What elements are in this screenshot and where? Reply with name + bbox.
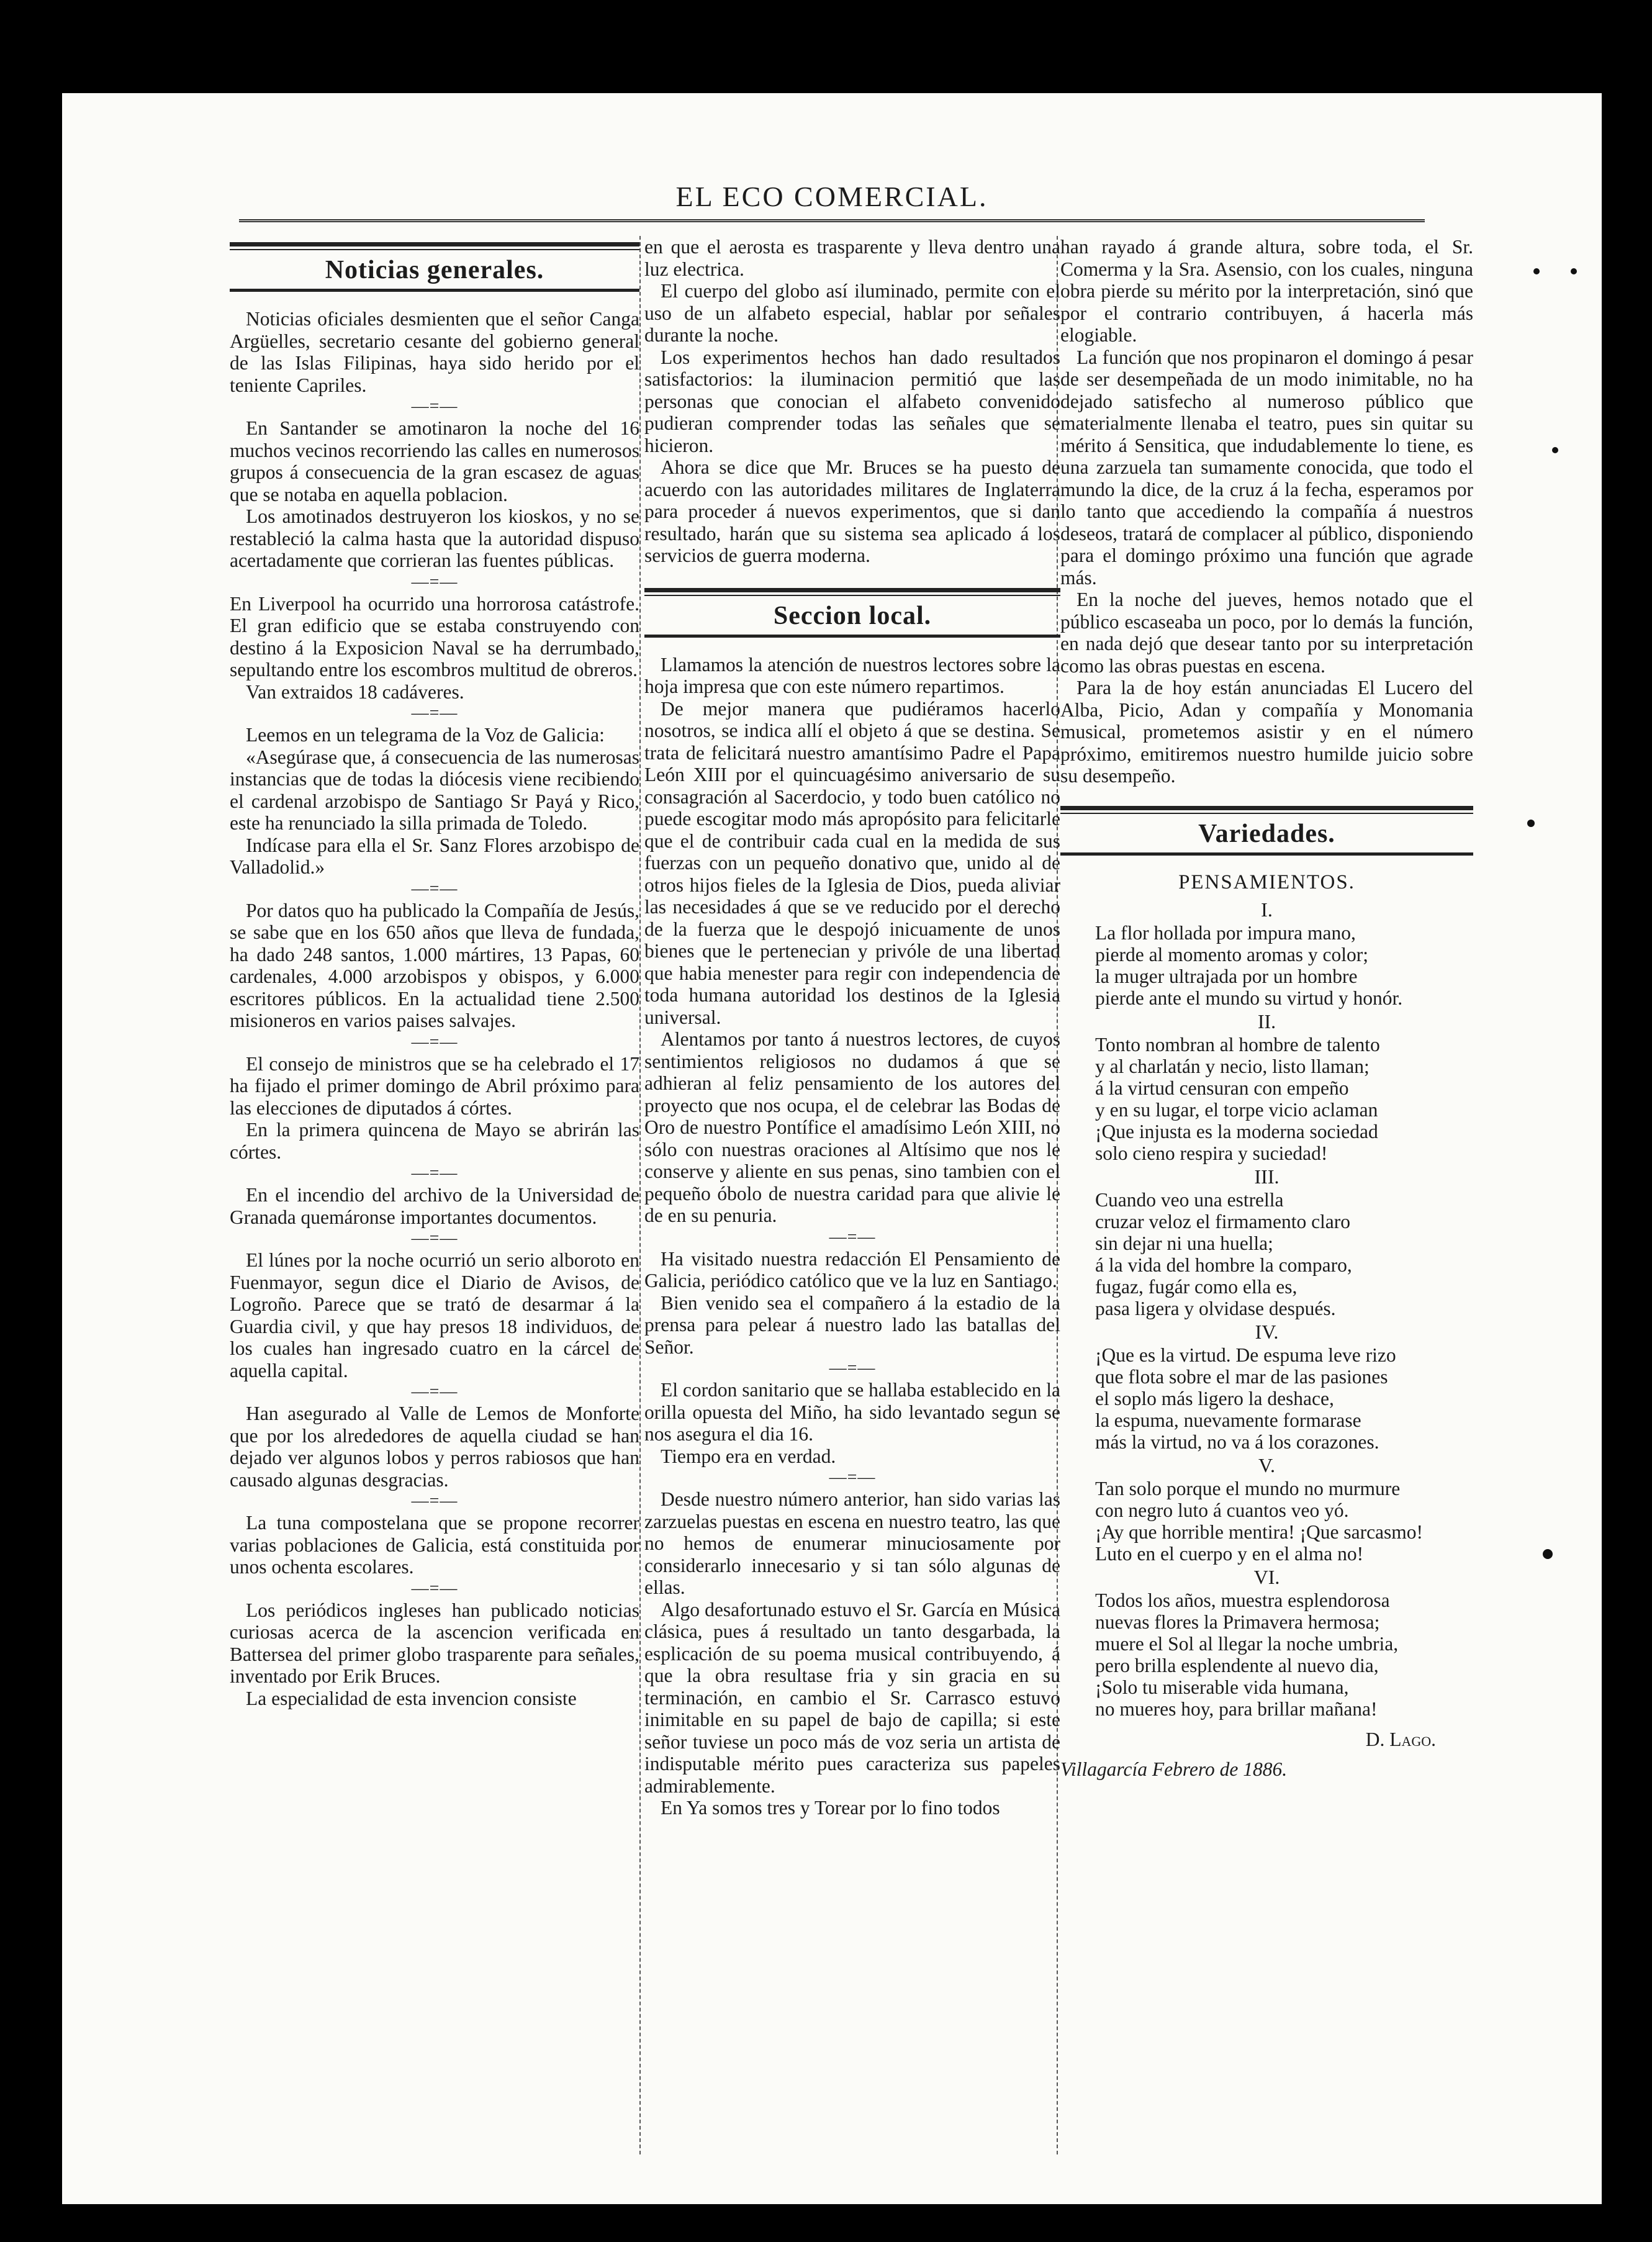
news-paragraph: Tiempo era en verdad. xyxy=(661,1445,836,1467)
separator: —=— xyxy=(411,572,458,592)
verse-line: Tan solo porque el mundo no murmure xyxy=(1095,1478,1401,1499)
separator: —=— xyxy=(411,397,458,416)
news-paragraph: han rayado á grande altura, sobre toda, el Sr. Comerma y la Sra. Asensio, con los cuales, ninguna obra pierde su mérito por la interpretación, sinó que por el contrario contribuyen, á hacerla más elogiable. xyxy=(1060,236,1473,346)
separator: —=— xyxy=(411,879,458,898)
verse-line: ¡Que injusta es la moderna sociedad xyxy=(1095,1121,1378,1142)
section-rule xyxy=(644,635,1060,638)
verse-line: solo cieno respira y suciedad! xyxy=(1095,1142,1328,1164)
scan-speck xyxy=(1543,1549,1553,1559)
verse-line: á la virtud censuran con empeño xyxy=(1095,1077,1349,1099)
verse-line: ¡Que es la virtud. De espuma leve rizo xyxy=(1095,1344,1396,1366)
stanza-number: I. xyxy=(1261,898,1273,921)
stanza-number: VI. xyxy=(1253,1566,1280,1588)
news-paragraph: En el incendio del archivo de la Universidad de Granada quemáronse importantes documentos. xyxy=(230,1184,639,1228)
news-paragraph: La tuna compostelana que se propone recorrer varias poblaciones de Galicia, está constituida por unos ochenta escolares. xyxy=(230,1512,639,1578)
verse-line: fugaz, fugár como ella es, xyxy=(1095,1276,1298,1298)
verse-line: Todos los años, muestra esplendorosa xyxy=(1095,1589,1390,1611)
news-paragraph: Alentamos por tanto á nuestros lectores, de cuyos sentimientos religiosos no dudamos á que se adhieran al feliz pensamiento de los autores del proyecto que nos ocupa, el de celebrar las Bodas de Oro de nuestro Pontífice el amadísimo León XIII, no sólo con nuestras oraciones al Altísimo que nos le conserve y aliente en sus penas, sino tambien con el pequeño óbolo de nuestra caridad para que alivie le de en su penuria. xyxy=(644,1028,1060,1226)
column-1 xyxy=(230,236,639,1709)
verse-line: pasa ligera y olvidase después. xyxy=(1095,1298,1336,1319)
scan-speck xyxy=(1552,447,1558,453)
separator: —=— xyxy=(829,1468,876,1487)
separator: —=— xyxy=(411,1229,458,1248)
news-paragraph: Algo desafortunado estuvo el Sr. García en Música clásica, pues á resultado un tanto desgarbada, la esplicación de su poema musical contribuyendo, á que la obra resultase fria y sin gracia en su terminación, en cambio el Sr. Carrasco estuvo inimitable en su papel de bajo de capilla; si este señor tuviese un poco más de voz seria un artista de indisputable mérito pues caracteriza sus papeles admirablemente. xyxy=(644,1598,1060,1797)
column-3 xyxy=(1060,236,1473,1780)
verse-line: cruzar veloz el firmamento claro xyxy=(1095,1211,1351,1232)
separator: —=— xyxy=(829,1227,876,1247)
column-divider xyxy=(639,236,641,2154)
verse-line: pierde al momento aromas y color; xyxy=(1095,944,1368,965)
verse-line: ¡Solo tu miserable vida humana, xyxy=(1095,1676,1349,1698)
masthead-rule xyxy=(239,219,1425,222)
verse-line: con negro luto á cuantos veo yó. xyxy=(1095,1499,1349,1521)
news-paragraph: Ha visitado nuestra redacción El Pensamiento de Galicia, periódico católico que ve la luz en Santiago. xyxy=(644,1247,1060,1291)
news-paragraph: Bien venido sea el compañero á la estadio de la prensa para pelear á nuestro lado las batallas del Señor. xyxy=(644,1291,1060,1358)
section-top-bar xyxy=(1060,806,1473,814)
verse-line: no mueres hoy, para brillar mañana! xyxy=(1095,1698,1378,1720)
news-paragraph: Noticias oficiales desmienten que el señor Canga Argüelles, secretario cesante del gobierno general de las Islas Filipinas, haya sido herido por el teniente Capriles. xyxy=(230,308,639,396)
stanza-number: IV. xyxy=(1255,1321,1279,1343)
verse-line: sin dejar ni una huella; xyxy=(1095,1232,1273,1254)
verse-line: pierde ante el mundo su virtud y honór. xyxy=(1095,987,1403,1009)
separator: —=— xyxy=(411,1578,458,1598)
separator: —=— xyxy=(411,1491,458,1511)
news-paragraph: Indícase para ella el Sr. Sanz Flores arzobispo de Valladolid.» xyxy=(230,834,639,878)
verse-line: y al charlatán y necio, listo llaman; xyxy=(1095,1055,1370,1077)
news-paragraph: En la noche del jueves, hemos notado que el público escaseaba un poco, por lo demás la función, en nada dejó que desear tanto por su interpretación como las obras puestas en escena. xyxy=(1060,589,1473,677)
section-rule xyxy=(1060,852,1473,856)
news-paragraph: En Santander se amotinaron la noche del 16 muchos vecinos recorriendo las calles en numerosos grupos á consecuencia de la gran escasez de aguas que se notaba en aquella poblacion. xyxy=(230,417,639,505)
section-top-bar xyxy=(644,588,1060,596)
news-paragraph: En la primera quincena de Mayo se abrirán las córtes. xyxy=(230,1119,639,1163)
section-top-bar xyxy=(230,242,639,250)
verse-line: la muger ultrajada por un hombre xyxy=(1095,965,1358,987)
scan-speck xyxy=(1527,820,1535,827)
verse-line: pero brilla esplendente al nuevo dia, xyxy=(1095,1655,1379,1676)
verse-line: á la vida del hombre la comparo, xyxy=(1095,1254,1352,1276)
masthead: EL ECO COMERCIAL. xyxy=(675,181,988,212)
signature: D. Lago. xyxy=(1365,1729,1436,1750)
news-paragraph: Para la de hoy están anunciadas El Lucero del Alba, Picio, Adan y compañía y Monomania musical, prometemos asistir y en el número próximo, emitiremos nuestro humilde juicio sobre su desempeño. xyxy=(1060,677,1473,787)
verse-line: muere el Sol al llegar la noche umbria, xyxy=(1095,1633,1399,1655)
news-paragraph: El consejo de ministros que se ha celebrado el 17 ha fijado el primer domingo de Abril próximo para las elecciones de diputados á córtes. xyxy=(230,1052,639,1119)
verse-line: La flor hollada por impura mano, xyxy=(1095,922,1356,944)
place-date: Villagarcía Febrero de 1886. xyxy=(1060,1758,1288,1780)
news-paragraph: Los experimentos hechos han dado resultados satisfactorios: la iluminacion permitió que las personas que conocian el alfabeto convenido pudieran comprender todas las señales que se hicieron. xyxy=(644,346,1060,456)
scan-speck xyxy=(1571,268,1577,274)
section-title: Seccion local. xyxy=(773,601,932,630)
verse-line: Luto en el cuerpo y en el alma no! xyxy=(1095,1543,1364,1565)
scan-speck xyxy=(1533,268,1540,274)
separator: —=— xyxy=(411,1164,458,1183)
news-paragraph: Leemos en un telegrama de la Voz de Galicia: xyxy=(246,724,605,746)
column-2 xyxy=(644,236,1060,1819)
news-paragraph: Han asegurado al Valle de Lemos de Monforte que por los alrededores de aquella ciudad se han dejado ver algunos lobos y perros rabiosos que han causado algunas desgracias. xyxy=(230,1403,639,1491)
stanza-number: III. xyxy=(1254,1165,1280,1188)
news-paragraph: Por datos quo ha publicado la Compañía de Jesús, se sabe que en los 650 años que lleva de fundada, ha dado 248 santos, 1.000 mártires, 13 Papas, 60 cardenales, 4.000 arzobispos y obispos, y 6.000 escritores públicos. En la actualidad tiene 2.500 misioneros en varios paises salvajes. xyxy=(230,899,639,1031)
news-paragraph: Llamamos la atención de nuestros lectores sobre la hoja impresa que con este número repartimos. xyxy=(644,653,1060,697)
verse-line: nuevas flores la Primavera hermosa; xyxy=(1095,1611,1380,1633)
news-paragraph: La función que nos propinaron el domingo á pesar de ser desempeñada de un modo inimitable, no ha dejado satisfecho al numeroso público que materialmente llenaba el teatro, pues sin quitar su mérito á Sensitica, que indudablemente lo tiene, es una zarzuela tan sumamente conocida, que todo el mundo la dice, de la cruz á la fecha, esperamos por lo tanto que accediendo la compañía á nuestros deseos, tratará de complacer al público, disponiendo para el domingo próximo una función que agrade más. xyxy=(1060,346,1473,589)
news-paragraph: Van extraidos 18 cadáveres. xyxy=(246,680,464,703)
news-paragraph: Desde nuestro número anterior, han sido varias las zarzuelas puestas en escena en nuestro teatro, las que no hemos de enumerar minuciosamente por considerarlo innecesario y si tan sólo algunas de ellas. xyxy=(644,1488,1060,1598)
section-title: Noticias generales. xyxy=(325,256,544,284)
verse-line: y en su lugar, el torpe vicio aclaman xyxy=(1095,1099,1378,1121)
stanza-number: V. xyxy=(1258,1454,1275,1476)
verse-line: Cuando veo una estrella xyxy=(1095,1189,1284,1211)
stanza-number: II. xyxy=(1257,1010,1276,1033)
verse-line: la espuma, nuevamente formarase xyxy=(1095,1409,1361,1431)
separator: —=— xyxy=(829,1358,876,1378)
verse-line: Tonto nombran al hombre de talento xyxy=(1095,1034,1380,1055)
verse-line: el soplo más ligero la deshace, xyxy=(1095,1388,1334,1409)
news-paragraph: El lúnes por la noche ocurrió un serio alboroto en Fuenmayor, segun dice el Diario de Avisos, de Logroño. Parece que se trató de desarmar á la Guardia civil, y que hay presos 18 individuos, de los cuales han ingresado cuatro en la cárcel de aquella capital. xyxy=(230,1249,639,1381)
newspaper-page xyxy=(62,93,1602,2204)
news-paragraph: El cordon sanitario que se hallaba establecido en la orilla opuesta del Miño, ha sido levantado segun se nos asegura el dia 16. xyxy=(644,1379,1060,1445)
news-paragraph: en que el aerosta es trasparente y lleva dentro una luz electrica. xyxy=(644,236,1060,280)
verse-line: que flota sobre el mar de las pasiones xyxy=(1095,1366,1388,1388)
separator: —=— xyxy=(411,703,458,723)
news-paragraph: Los amotinados destruyeron los kioskos, y no se restableció la calma hasta que la autoridad dispuso acertadamente que corrieran las fuentes públicas. xyxy=(230,505,639,571)
news-paragraph: La especialidad de esta invencion consiste xyxy=(246,1687,577,1709)
news-paragraph: Ahora se dice que Mr. Bruces se ha puesto de acuerdo con las autoridades militares de Inglaterra para proceder á nuevos experimentos, que si dan resultado, harán que su sistema sea aplicado á los servicios de guerra moderna. xyxy=(644,456,1060,566)
verse-line: ¡Ay que horrible mentira! ¡Que sarcasmo! xyxy=(1095,1521,1424,1543)
news-paragraph: «Asegúrase que, á consecuencia de las numerosas instancias que de todas la diócesis viene recibiendo el cardenal arzobispo de Santiago Sr Payá y Rico, este ha renunciado la silla primada de Toledo. xyxy=(230,746,639,834)
separator: —=— xyxy=(411,1382,458,1401)
section-rule xyxy=(230,289,639,292)
section-title: Variedades. xyxy=(1198,819,1335,848)
news-paragraph: En Ya somos tres y Torear por lo fino todos xyxy=(661,1797,1000,1819)
news-paragraph: El cuerpo del globo así iluminado, permite con el uso de un alfabeto especial, hablar por señales durante la noche. xyxy=(644,280,1060,346)
poem-title: PENSAMIENTOS. xyxy=(1178,870,1355,893)
news-paragraph: Los periódicos ingleses han publicado noticias curiosas acerca de la ascencion verificada en Battersea del primer globo trasparente para señales, inventado por Erik Bruces. xyxy=(230,1599,639,1687)
news-paragraph: En Liverpool ha ocurrido una horrorosa catástrofe. El gran edificio que se estaba construyendo con destino á la Exposicion Naval se ha derrumbado, sepultando entre los escombros multitud de obreros. xyxy=(230,592,639,680)
separator: —=— xyxy=(411,1032,458,1052)
verse-line: más la virtud, no va á los corazones. xyxy=(1095,1431,1379,1453)
news-paragraph: De mejor manera que pudiéramos hacerlo nosotros, se indica allí el objeto á que se destina. Se trata de felicitará nuestro amantísimo Padre el Papa León XIII por el quincuagésimo aniversario de su consagración al Sacerdocio, y todo buen católico no puede escogitar modo más apropósito para felicitarle que el de contribuir cada cual en la medida de sus fuerzas con un pequeño donativo que, unido al de otros hijos fieles de la Iglesia de Dios, pueda aliviar las necesidades á que se ve reducido por el derecho de la fuerza que le despojó inicuamente de unos bienes que le pertenecian y privóle de una libertad que habia menester para regir con independencia de toda humana autoridad los destinos de la Iglesia universal. xyxy=(644,697,1060,1028)
